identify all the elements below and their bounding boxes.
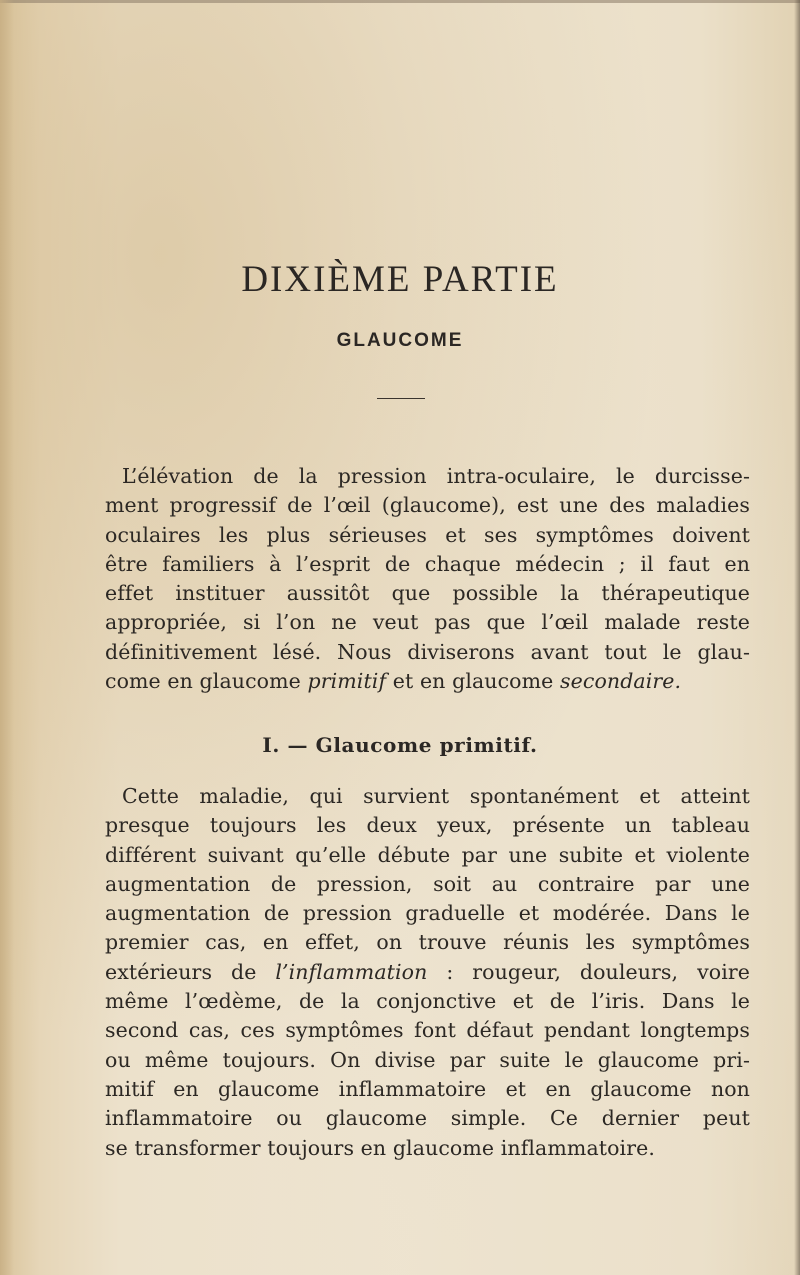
paragraph-line: Cette maladie, qui survient spontanément et atteint: [122, 784, 750, 808]
part-title: DIXIÈME PARTIE: [241, 259, 559, 300]
paragraph-line: être familiers à l’esprit de chaque médecin ; il faut en: [105, 551, 750, 576]
line-text: extérieurs de: [105, 959, 276, 984]
paragraph-line: presque toujours les deux yeux, présente un tableau: [105, 813, 750, 838]
chapter-subtitle: GLAUCOME: [336, 330, 464, 351]
paragraph-line: augmentation de pression, soit au contraire par une: [105, 871, 750, 896]
page-right-edge: [794, 0, 800, 1275]
title-divider: [377, 398, 425, 399]
line-text: come en glaucome: [105, 669, 308, 694]
section-paragraph: [105, 782, 750, 1163]
paragraph-line: oculaires les plus sérieuses et ses symptômes doivent: [105, 522, 750, 547]
page-top-edge: [0, 0, 800, 3]
line-text: et en glaucome: [386, 669, 561, 694]
paragraph-line: appropriée, si l’on ne veut pas que l’œil malade reste: [105, 610, 750, 635]
italic-term-inflammation: l’inflammation: [275, 959, 428, 984]
paragraph-line: premier cas, en effet, on trouve réunis les symptômes: [105, 930, 750, 955]
italic-term-secondaire: secondaire.: [560, 669, 682, 694]
italic-term-primitif: primitif: [307, 669, 387, 694]
paragraph-line: ou même toujours. On divise par suite le glaucome pri-: [105, 1047, 750, 1072]
paragraph-line: différent suivant qu’elle débute par une subite et violente: [105, 842, 750, 867]
section-heading: I. — Glaucome primitif.: [262, 733, 538, 757]
paragraph-line: [105, 667, 750, 696]
line-text: : rougeur, douleurs, voire: [427, 959, 750, 984]
paragraph-line: augmentation de pression graduelle et modérée. Dans le: [105, 901, 750, 926]
paragraph-line: [105, 958, 750, 987]
paragraph-line: ment progressif de l’œil (glaucome), est une des maladies: [105, 493, 750, 518]
paragraph-line: définitivement lésé. Nous diviserons avant tout le glau-: [105, 639, 750, 664]
paragraph-line: se transformer toujours en glaucome inflammatoire.: [105, 1135, 655, 1160]
paragraph-line: mitif en glaucome inflammatoire et en glaucome non: [105, 1076, 750, 1101]
page-left-edge: [0, 0, 14, 1275]
intro-paragraph: [105, 462, 750, 696]
paragraph-line: inflammatoire ou glaucome simple. Ce dernier peut: [105, 1106, 750, 1131]
paragraph-line: second cas, ces symptômes font défaut pendant longtemps: [105, 1018, 750, 1043]
paragraph-line: même l’œdème, de la conjonctive et de l’iris. Dans le: [105, 989, 750, 1014]
paragraph-line: L’élévation de la pression intra-oculaire, le durcisse-: [122, 464, 750, 488]
paragraph-line: effet instituer aussitôt que possible la thérapeutique: [105, 581, 750, 606]
